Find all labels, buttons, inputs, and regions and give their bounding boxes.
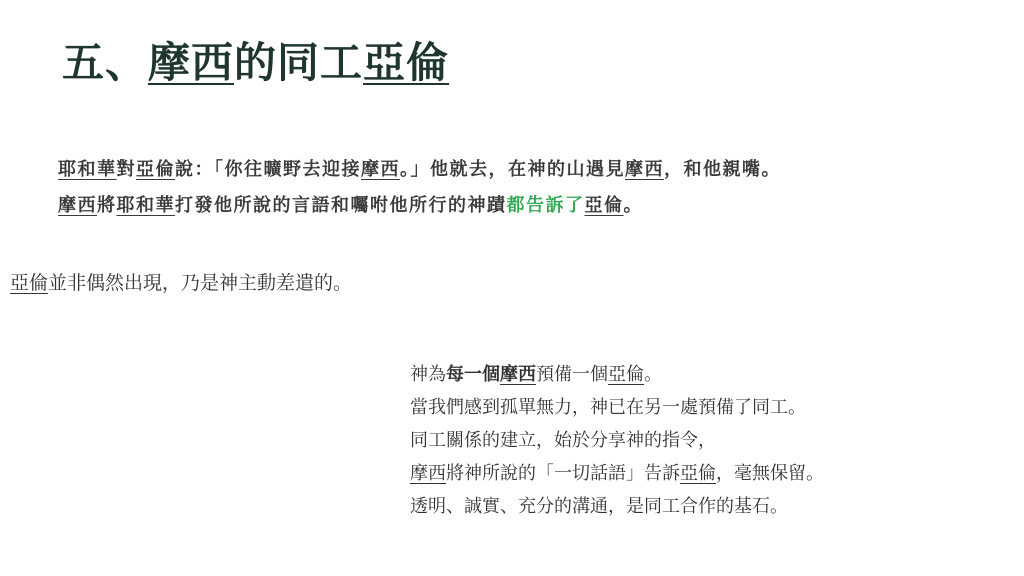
point-2: 當我們感到孤單無力，神已在另一處預備了同工。	[410, 397, 806, 418]
name-moses: 摩西	[410, 463, 446, 484]
scripture-line-2	[58, 188, 781, 224]
point-text: 神為	[410, 364, 446, 385]
application-points	[410, 358, 824, 523]
emphasis-every: 每一個	[446, 364, 500, 385]
point-text: 。	[644, 364, 662, 385]
name-moses: 摩西	[58, 195, 97, 216]
name-moses: 摩西	[361, 159, 400, 180]
title-name-moses: 摩西	[148, 38, 235, 87]
point-text: ，毫無保留。	[716, 463, 824, 484]
highlight-told: 都告訴了	[506, 195, 585, 216]
scripture-line-1	[58, 152, 781, 188]
name-aaron: 亞倫	[608, 364, 644, 385]
name-moses: 摩西	[500, 364, 536, 385]
scripture-text: ，和他親嘴。	[664, 159, 781, 180]
name-moses: 摩西	[625, 159, 664, 180]
scripture-text: 將	[97, 195, 117, 216]
page-title	[62, 30, 449, 90]
scripture-quote	[58, 152, 781, 224]
point-5: 透明、誠實、充分的溝通，是同工合作的基石。	[410, 496, 788, 517]
point-1	[410, 358, 824, 391]
name-aaron: 亞倫	[680, 463, 716, 484]
point-text: 預備一個	[536, 364, 608, 385]
title-middle: 的同工	[234, 38, 364, 87]
key-statement	[10, 268, 352, 295]
point-3: 同工關係的建立，始於分享神的指令，	[410, 430, 716, 451]
name-jehovah: 耶和華	[116, 195, 175, 216]
name-jehovah: 耶和華	[58, 159, 117, 180]
point-text: 將神所說的「一切話語」告訴	[446, 463, 680, 484]
statement-text: 並非偶然出現，乃是神主動差遣的。	[48, 272, 353, 294]
title-name-aaron: 亞倫	[363, 38, 450, 87]
title-prefix: 五、	[62, 38, 149, 87]
point-4	[410, 457, 824, 490]
scripture-text: 。」他就去，在神的山遇見	[400, 159, 625, 180]
name-aaron: 亞倫	[136, 159, 175, 180]
name-aaron: 亞倫	[10, 272, 49, 294]
scripture-text: 說：「你往曠野去迎接	[175, 159, 361, 180]
scripture-text: 。	[623, 195, 643, 216]
name-aaron: 亞倫	[584, 195, 624, 216]
scripture-text: 對	[116, 159, 136, 180]
scripture-text: 打發他所說的言語和囑咐他所行的神蹟	[175, 195, 507, 216]
